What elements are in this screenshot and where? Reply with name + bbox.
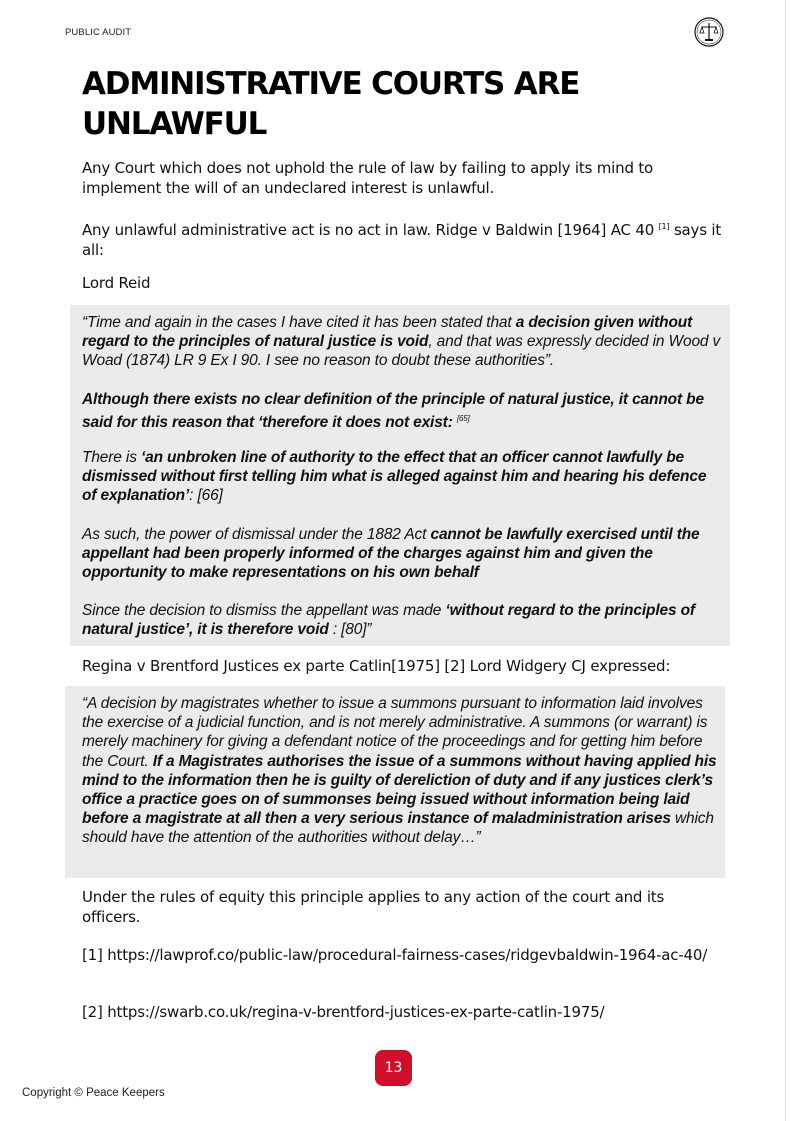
emphasis-text: ‘an unbroken line of authority to the effect that an officer cannot lawfully be dismissed without first telling him what is alleged against him and hearing his defence of explanation’ xyxy=(82,449,707,505)
citation-ref: [1] xyxy=(658,222,670,231)
citation-ref: [65] xyxy=(456,414,470,424)
text-run: “A decision by magistrates whether to issue a summons pursuant to information laid involves the exercise of a judicial function, and is not merely administrative. A summons (or warrant) is merely machinery for giving a defendant notice of the proceedings and for getting him before the Court. xyxy=(82,695,708,770)
page-number-badge: 13 xyxy=(375,1050,412,1086)
text-run: “Time and again in the cases I have cited it has been stated that xyxy=(82,314,516,331)
text-run: [2] https://swarb.co.uk/regina-v-brentford-justices-ex-parte-catlin-1975/ xyxy=(82,1003,605,1021)
text-run: [1] https://lawprof.co/public-law/procedural-fairness-cases/ridgevbaldwin-1964-ac-40/ xyxy=(82,946,708,964)
text-run: Lord Reid xyxy=(82,274,151,292)
emphasis-text: cannot be lawfully exercised until the appellant had been properly informed of the charges against him and given the opportunity to make representations on his own behalf xyxy=(82,526,700,582)
intro-paragraph xyxy=(82,217,722,260)
emphasis-text: If a Magistrates authorises the issue of a summons without having applied his mind to the information then he is guilty of dereliction of duty and if any justices clerk’s office a practice goes on of summonses being issued without information being laid before a magistrate at all then a very serious instance of maladministration arises xyxy=(82,752,717,828)
text-run: Since the decision to dismiss the appellant was made xyxy=(82,602,446,619)
text-run: : [80]” xyxy=(328,621,372,639)
page-edge-divider xyxy=(785,0,786,1121)
text-run: Any unlawful administrative act is no act in law. Ridge v Baldwin [1964] AC 40 xyxy=(82,221,659,239)
intro-paragraph xyxy=(82,159,722,198)
quote-paragraph xyxy=(82,694,722,848)
scales-of-justice-icon xyxy=(694,17,724,47)
quote-paragraph xyxy=(82,390,722,433)
text-run: As such, the power of dismissal under the 1882 Act xyxy=(82,526,431,543)
header-label: PUBLIC AUDIT xyxy=(65,27,132,38)
text-run: Any Court which does not uphold the rule of law by failing to apply its mind to implement the will of an undeclared interest is unlawful. xyxy=(82,159,653,197)
text-run: says it all: xyxy=(82,221,722,259)
emphasis-text: a decision given without regard to the principles of natural justice is void xyxy=(82,314,693,351)
case-intro-paragraph xyxy=(82,657,722,677)
footnote-1 xyxy=(82,946,722,966)
emphasis-text: Although there exists no clear definition of the principle of natural justice, it cannot be said for this reason that ‘therefore it does not exist: xyxy=(82,391,704,432)
quote-paragraph xyxy=(82,313,722,371)
copyright-text: Copyright © Peace Keepers xyxy=(22,1087,165,1099)
text-run: Regina v Brentford Justices ex parte Catlin[1975] [2] Lord Widgery CJ expressed: xyxy=(82,657,671,675)
emphasis-text: ‘without regard to the principles of natural justice’, it is therefore void xyxy=(82,602,695,639)
speaker-label xyxy=(82,274,722,294)
text-run: There is xyxy=(82,449,141,466)
page-title: ADMINISTRATIVE COURTS ARE UNLAWFUL xyxy=(82,66,580,142)
text-run: which should have the attention of the authorities without delay…” xyxy=(82,810,714,847)
footnote-2 xyxy=(82,1003,722,1023)
text-run: , and that was expressly decided in Wood v Woad (1874) LR 9 Ex I 90. I see no reason to doubt these authorities”. xyxy=(82,333,721,370)
quote-paragraph xyxy=(82,448,722,506)
quote-paragraph xyxy=(82,601,722,639)
closing-paragraph xyxy=(82,888,722,927)
text-run: : [66] xyxy=(189,487,223,505)
quote-paragraph xyxy=(82,525,722,583)
text-run: Under the rules of equity this principle applies to any action of the court and its officers. xyxy=(82,888,665,926)
